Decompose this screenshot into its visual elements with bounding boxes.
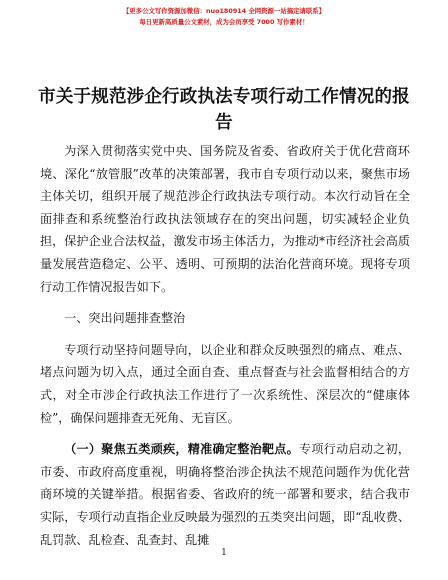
banner-line-promo: 每日更新高质量公文素材，成为会员享受 7000 写作素材！: [139, 18, 309, 26]
header-banner: [0, 6, 448, 28]
paragraph-gap: [40, 298, 410, 307]
section-heading: 一、突出问题排查整治: [64, 311, 186, 326]
body-paragraph: 专项行动坚持问题导向，以企业和群众反映强烈的痛点、难点、堵点问题为切入点，通过全面自查、重点督查与社会监督相结合的方式，对全市涉企行政执法工作进行了一次系统性、深层次的“健康体检”，确保问题排查无死角、无盲区。: [40, 342, 410, 425]
document-title: 市关于规范涉企行政执法专项行动工作情况的报告: [38, 87, 410, 133]
intro-paragraph: 为深入贯彻落实党中央、国务院及省委、省政府关于优化营商环境、深化“放管服”改革的决策部署，我市自专项行动以来，聚焦市场主体关切，组织开展了规范涉企行政执法专项行动。本次行动旨在全面排查和系统整治行政执法领域存在的突出问题，切实减轻企业负担，保护企业合法权益，激发市场主体活力，为推动*市经济社会高质量发展营造稳定、公平、透明、可预期的法治化营商环境。现将专项行动工作情况报告如下。: [40, 144, 410, 294]
document-body: [40, 140, 410, 551]
subsection-heading: （一）聚焦五类顽疾，精准确定整治靶点。: [64, 442, 300, 457]
subsection-body: 专项行动启动之初，市委、市政府高度重视，明确将整治涉企执法不规范问题作为优化营商环境的关键举措。根据省委、省政府的统一部署和要求，结合我市实际，专项行动直指企业反映最为强烈的五类突出问题，即“乱收费、乱罚款、乱检查、乱查封、乱摊: [40, 442, 410, 547]
subsection-paragraph: [40, 438, 410, 551]
paragraph-gap: [40, 330, 410, 339]
page-number: 1: [221, 548, 227, 558]
paragraph-gap: [40, 429, 410, 438]
banner-line-contact: 【更多公文写作资源加微信：nuo180914 全网资源一站搞定请联系】: [122, 7, 326, 15]
